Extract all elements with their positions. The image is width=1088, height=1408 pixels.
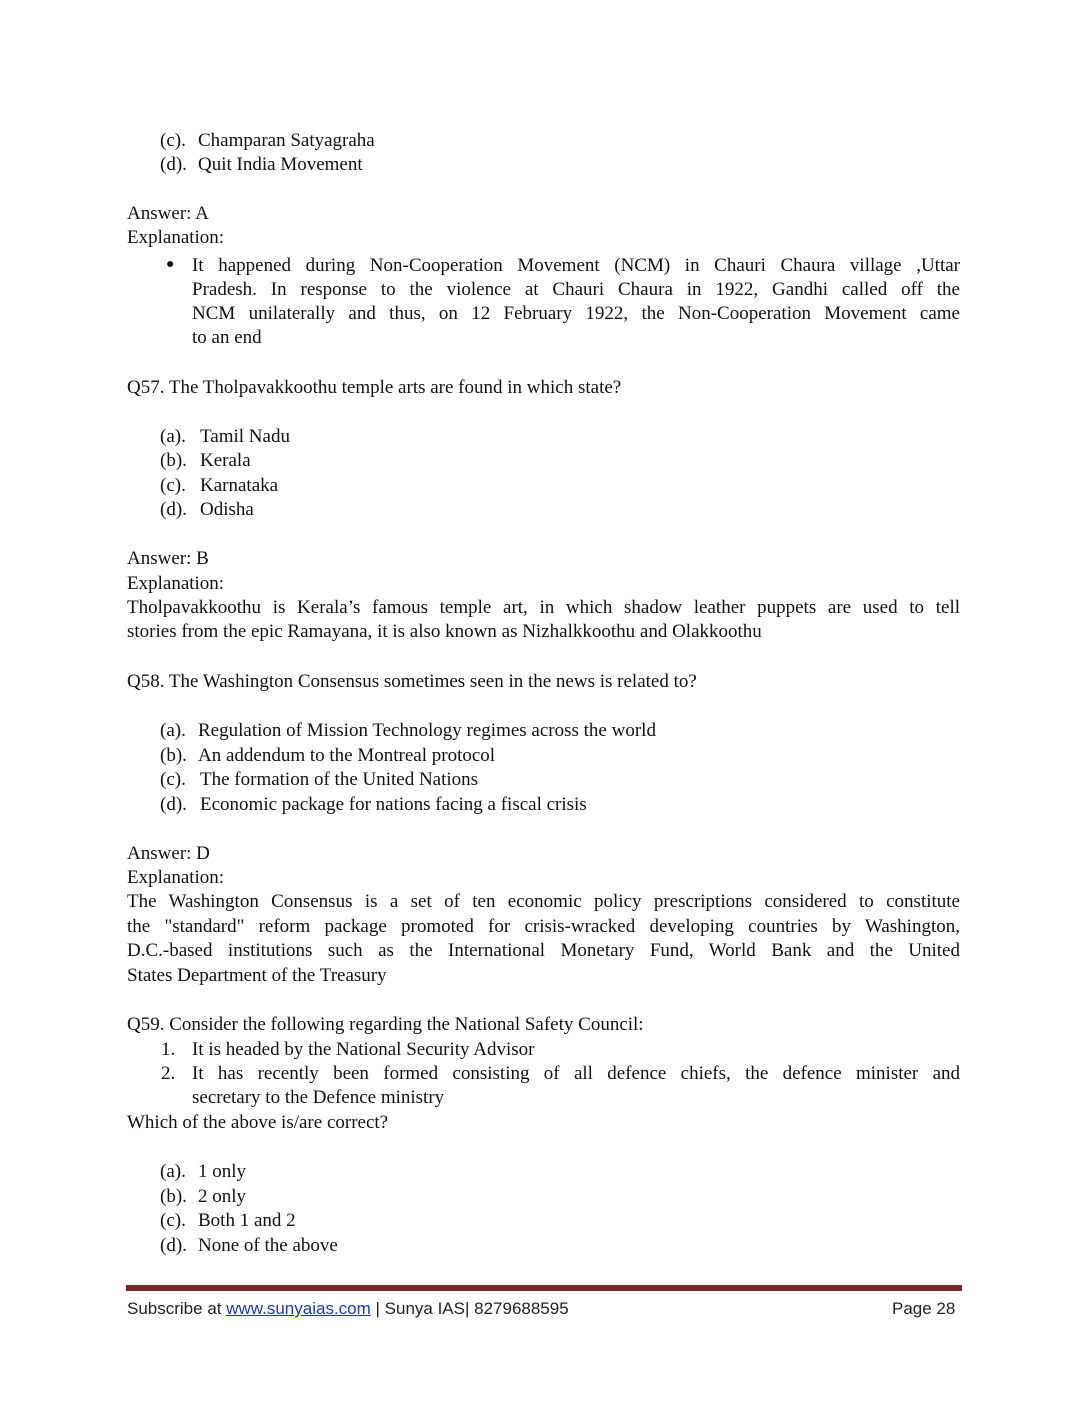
answer-line: Answer: D xyxy=(127,843,210,864)
explanation-line: D.C.-based institutions such as the International Monetary Fund, World Bank and the United xyxy=(127,940,960,961)
explanation-line: The Washington Consensus is a set of ten economic policy prescriptions considered to constitute xyxy=(127,891,960,912)
option-b: (b). An addendum to the Montreal protocol xyxy=(160,745,496,766)
question-q57: Q57. The Tholpavakkoothu temple arts are found in which state? xyxy=(127,377,622,398)
option-b: (b). 2 only xyxy=(160,1186,247,1207)
option-c: (c). Karnataka xyxy=(160,475,279,496)
question-prompt: Which of the above is/are correct? xyxy=(127,1112,389,1133)
statement-line: It has recently been formed consisting of all defence chiefs, the defence minister and xyxy=(192,1063,960,1084)
explanation-line: NCM unilaterally and thus, on 12 February 1922, the Non-Cooperation Movement came xyxy=(192,303,960,324)
explanation-label: Explanation: xyxy=(127,867,225,888)
statement-line: It is headed by the National Security Advisor xyxy=(192,1039,535,1060)
explanation-line: States Department of the Treasury xyxy=(127,965,387,986)
option-d: (d). None of the above xyxy=(160,1235,338,1256)
website-link[interactable]: www.sunyaias.com xyxy=(226,1299,371,1318)
question-q59: Q59. Consider the following regarding the National Safety Council: xyxy=(127,1014,644,1035)
statement-number: 2. xyxy=(161,1063,176,1084)
explanation-line: It happened during Non-Cooperation Movement (NCM) in Chauri Chaura village ,Uttar xyxy=(192,255,960,276)
answer-line: Answer: A xyxy=(127,203,209,224)
option-c: (c). The formation of the United Nations xyxy=(160,769,479,790)
statement-line: secretary to the Defence ministry xyxy=(192,1087,445,1108)
option-d: (d). Odisha xyxy=(160,499,254,520)
explanation-line: the "standard" reform package promoted for crisis-wracked developing countries by Washington, xyxy=(127,916,960,937)
question-q58: Q58. The Washington Consensus sometimes seen in the news is related to? xyxy=(127,671,697,692)
option-d: (d). Economic package for nations facing a fiscal crisis xyxy=(160,794,587,815)
answer-line: Answer: B xyxy=(127,548,209,569)
page-number: Page 28 xyxy=(892,1299,956,1318)
option-c: (c). Champaran Satyagraha xyxy=(160,130,375,151)
explanation-line: Tholpavakkoothu is Kerala’s famous temple art, in which shadow leather puppets are used to tell xyxy=(127,597,960,618)
statement-number: 1. xyxy=(161,1039,176,1060)
explanation-label: Explanation: xyxy=(127,227,225,248)
explanation-line: to an end xyxy=(192,327,262,348)
option-c: (c). Both 1 and 2 xyxy=(160,1210,296,1231)
option-a: (a). Regulation of Mission Technology regimes across the world xyxy=(160,720,656,741)
footer-text: Subscribe at www.sunyaias.com | Sunya IAS| 8279688595 xyxy=(127,1299,569,1318)
option-a: (a). 1 only xyxy=(160,1161,247,1182)
option-d: (d). Quit India Movement xyxy=(160,154,363,175)
explanation-label: Explanation: xyxy=(127,573,225,594)
footer-rule xyxy=(126,1285,962,1291)
explanation-line: Pradesh. In response to the violence at Chauri Chaura in 1922, Gandhi called off the xyxy=(192,279,960,300)
option-a: (a). Tamil Nadu xyxy=(160,426,290,447)
bullet-icon: ● xyxy=(166,257,175,272)
option-b: (b). Kerala xyxy=(160,450,251,471)
explanation-line: stories from the epic Ramayana, it is also known as Nizhalkkoothu and Olakkoothu xyxy=(127,621,762,642)
